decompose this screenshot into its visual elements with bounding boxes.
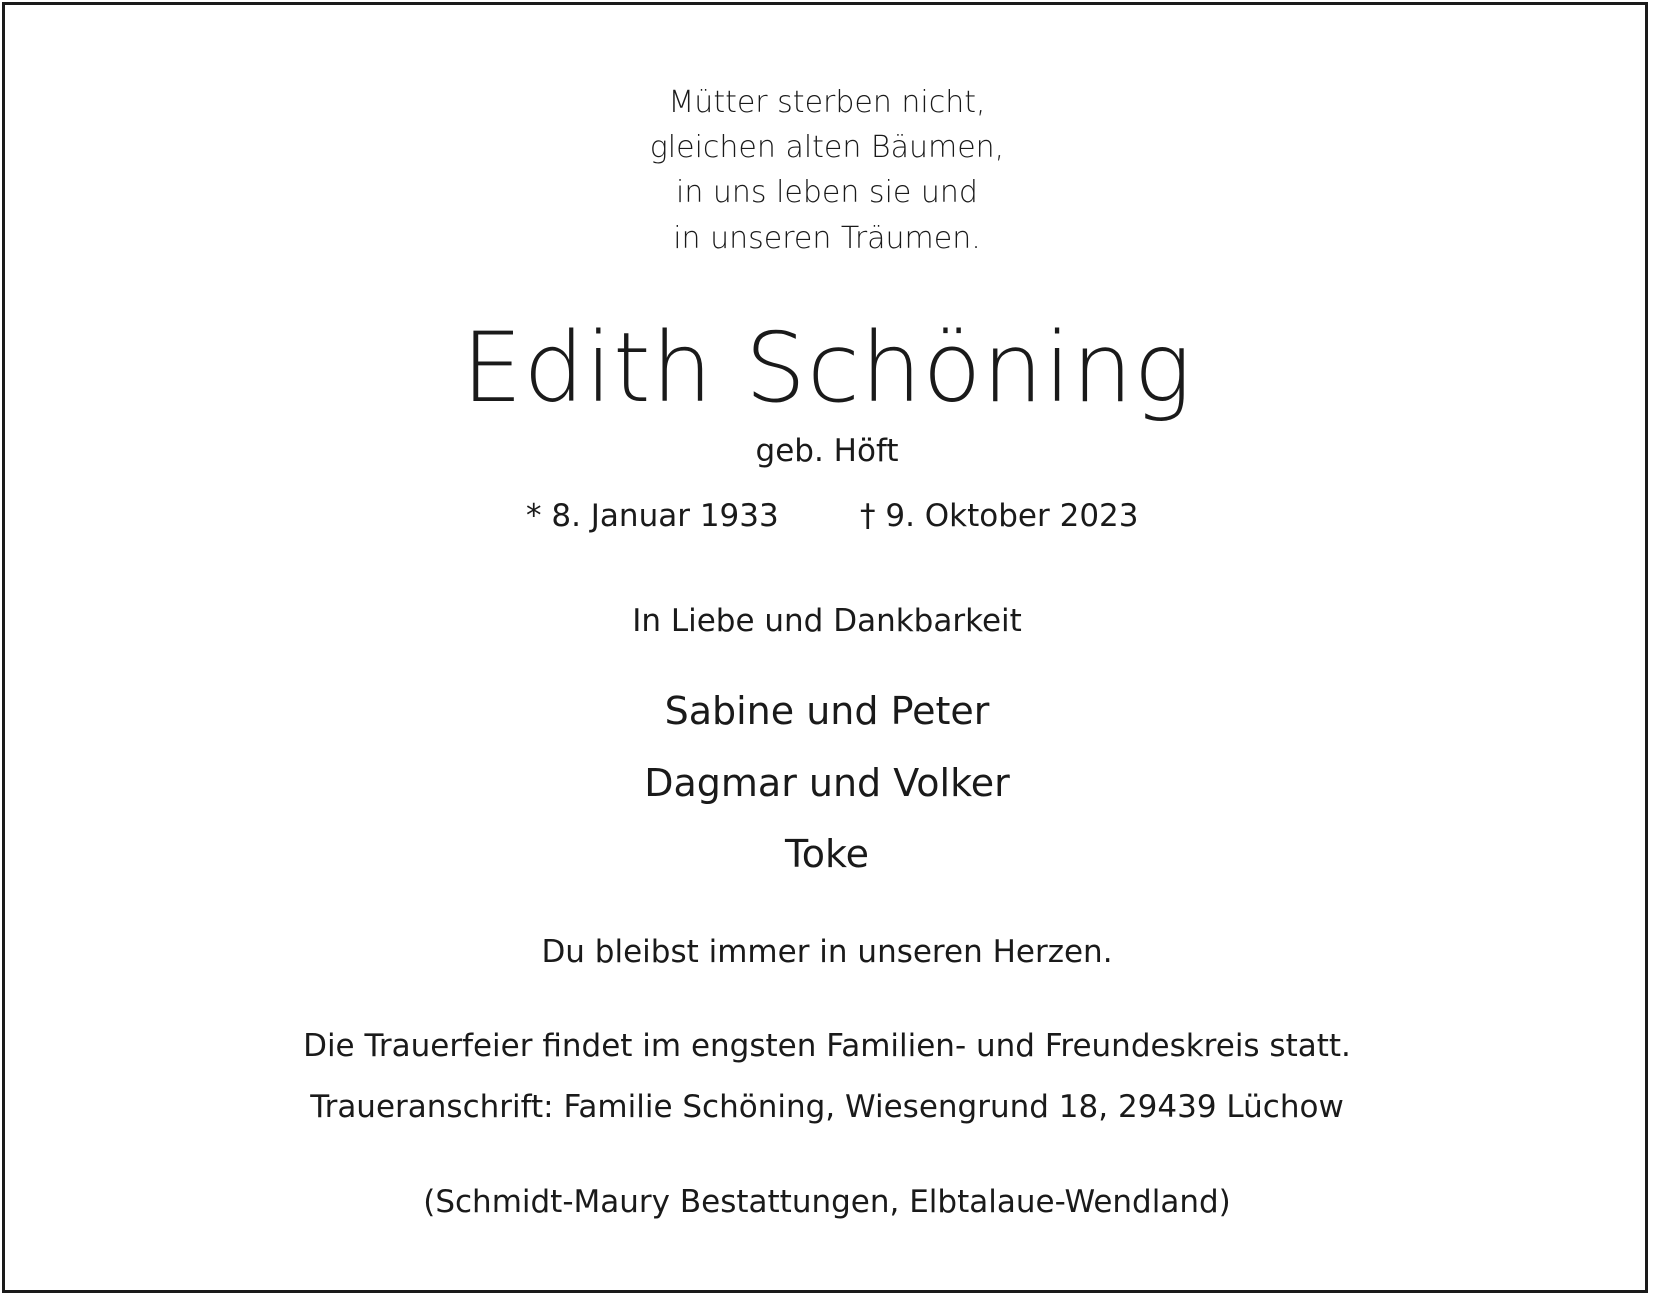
deceased-name: Edith Schöning	[461, 312, 1193, 424]
poem-line-3: in uns leben sie und	[676, 175, 978, 210]
maiden-name: geb. Höft	[755, 433, 899, 469]
dedication: In Liebe und Dankbarkeit	[632, 603, 1022, 639]
mourner-2: Dagmar und Volker	[644, 761, 1010, 805]
birth-date: * 8. Januar 1933	[526, 498, 779, 534]
ceremony-note: Die Trauerfeier findet im engsten Familien- und Freundeskreis statt.	[303, 1028, 1351, 1064]
poem-line-4: in unseren Träumen.	[673, 221, 981, 256]
mourner-1: Sabine und Peter	[664, 689, 990, 733]
closing-line: Du bleibst immer in unseren Herzen.	[541, 934, 1113, 970]
death-date: † 9. Oktober 2023	[860, 498, 1139, 534]
poem-line-1: Mütter sterben nicht,	[668, 85, 986, 120]
funeral-home: (Schmidt-Maury Bestattungen, Elbtalaue-Wendland)	[423, 1184, 1231, 1220]
mourner-3: Toke	[784, 832, 870, 876]
mourning-address: Traueranschrift: Familie Schöning, Wiesengrund 18, 29439 Lüchow	[310, 1089, 1344, 1125]
poem-line-2: gleichen alten Bäumen,	[649, 130, 1005, 165]
